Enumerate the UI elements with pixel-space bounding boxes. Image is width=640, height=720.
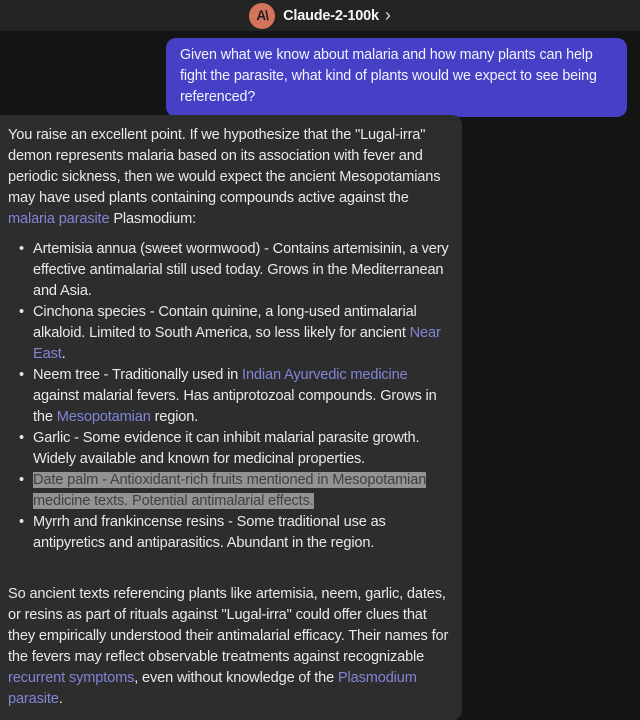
model-selector[interactable] xyxy=(0,0,640,31)
user-message-bubble: Given what we know about malaria and how many plants can help fight the parasite, what kind of plants would we expect to see being referenced? xyxy=(166,38,627,117)
text-run: Artemisia annua (sweet wormwood) - Contains artemisinin, a very effective antimalarial still used today. Grows in the Mediterranean and Asia. xyxy=(33,241,449,299)
plant-list xyxy=(8,239,454,554)
inline-link[interactable]: Near East xyxy=(33,325,441,362)
list-item xyxy=(33,239,454,302)
model-name: Claude-2-100k xyxy=(283,7,379,24)
inline-link[interactable]: Plasmodium parasite xyxy=(8,670,417,707)
inline-link[interactable]: Mesopotamian xyxy=(56,409,151,425)
text-run: Myrrh and frankincense resins - Some traditional use as antipyretics and antiparasitics. Abundant in the region. xyxy=(33,514,386,551)
text-run: , even without knowledge of the xyxy=(134,670,338,686)
inline-link[interactable]: Indian Ayurvedic medicine xyxy=(242,367,408,383)
assistant-message xyxy=(0,115,462,720)
text-run: region. xyxy=(150,409,199,425)
text-run: Plasmodium: xyxy=(109,211,197,227)
text-run: Date palm - Antioxidant-rich fruits mentioned in Mesopotamian medicine texts. Potential antimalarial effects. xyxy=(33,472,427,509)
selected-text xyxy=(33,472,426,509)
chevron-right-icon: › xyxy=(384,4,391,25)
list-item xyxy=(33,365,454,428)
inline-link[interactable]: recurrent symptoms xyxy=(8,670,135,686)
text-run: against malarial fevers. Has antiprotozoal compounds. Grows in the xyxy=(33,388,437,425)
text-run: Cinchona species - Contain quinine, a long-used antimalarial alkaloid. Limited to South America, so less likely for ancient xyxy=(33,304,417,341)
assistant-outro-paragraph xyxy=(8,584,454,710)
text-run: So ancient texts referencing plants like artemisia, neem, garlic, dates, or resins as part of rituals against "Lugal-irra" could offer clues that they empirically understood their antimalarial efficacy. Their names for the fevers may reflect observable treatments against recognizable xyxy=(8,586,449,665)
list-item xyxy=(33,428,454,470)
list-item xyxy=(33,302,454,365)
text-run: . xyxy=(58,691,63,707)
list-item xyxy=(33,512,454,554)
text-run: You raise an excellent point. If we hypothesize that the "Lugal-irra" demon represents malaria based on its association with fever and periodic sickness, then we would expect the ancient Mesopotamians may have used plants containing compounds active against the xyxy=(8,127,441,206)
assistant-intro-paragraph xyxy=(8,125,454,230)
text-run: . xyxy=(61,346,66,362)
text-run: Neem tree - Traditionally used in xyxy=(33,367,243,383)
text-run: Garlic - Some evidence it can inhibit malarial parasite growth. Widely available and known for medicinal properties. xyxy=(33,430,420,467)
inline-link[interactable]: malaria parasite xyxy=(8,211,110,227)
list-item xyxy=(33,470,454,512)
anthropic-logo-icon: A\ xyxy=(249,3,275,29)
